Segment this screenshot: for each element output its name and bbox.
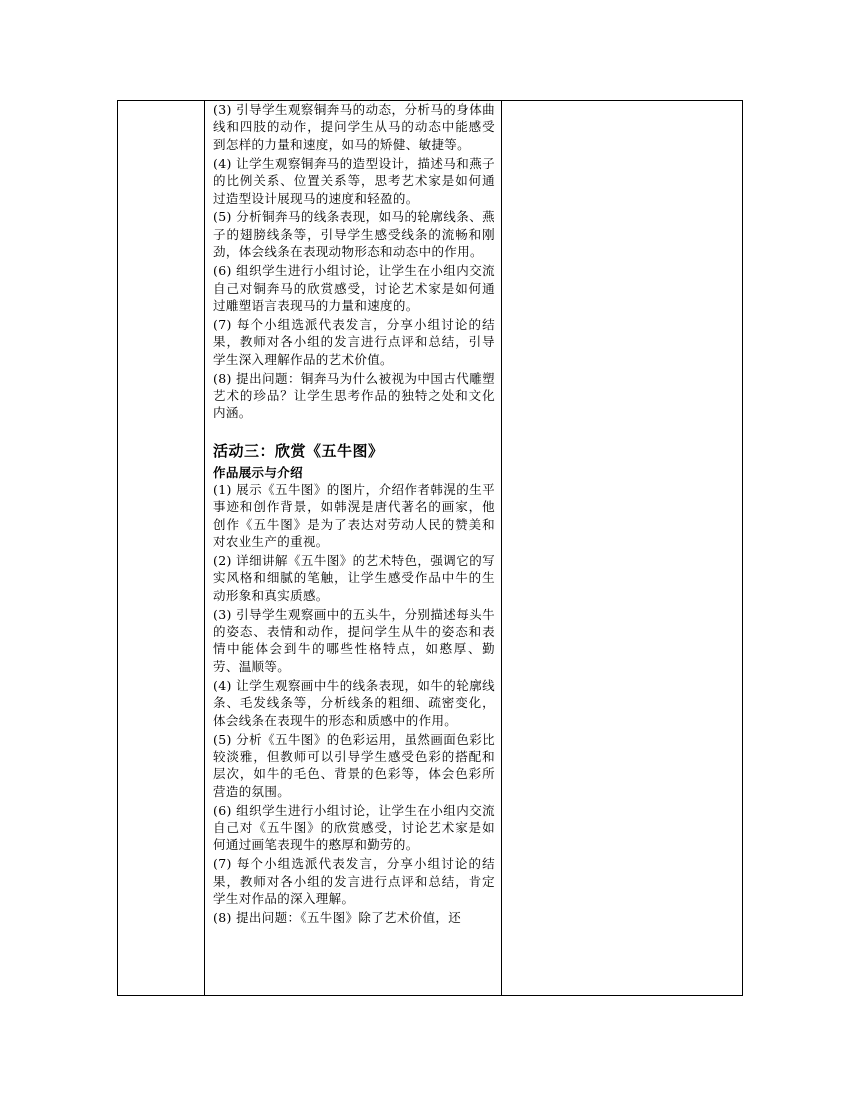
- left-column-cell: [118, 101, 205, 996]
- list-item: (5) 分析铜奔马的线条表现，如马的轮廓线条、燕子的翅膀线条等，引导学生感受线条的流畅和刚劲，体会线条在表现动物形态和动态中的作用。: [213, 209, 495, 260]
- table-row: [118, 101, 743, 996]
- list-item: (5) 分析《五牛图》的色彩运用，虽然画面色彩比较淡雅，但教师可以引导学生感受色彩的搭配和层次，如牛的毛色、背景的色彩等，体会色彩所营造的氛围。: [213, 731, 495, 799]
- list-item: (6) 组织学生进行小组讨论，让学生在小组内交流自己对《五牛图》的欣赏感受，讨论艺术家是如何通过画笔表现牛的憨厚和勤劳的。: [213, 802, 495, 853]
- list-item: (8) 提出问题：铜奔马为什么被视为中国古代雕塑艺术的珍品？让学生思考作品的独特之处和文化内涵。: [213, 370, 495, 421]
- list-item: (4) 让学生观察画中牛的线条表现，如牛的轮廓线条、毛发线条等，分析线条的粗细、疏密变化，体会线条在表现牛的形态和质感中的作用。: [213, 677, 495, 728]
- list-item: (4) 让学生观察铜奔马的造型设计，描述马和燕子的比例关系、位置关系等，思考艺术家是如何通过造型设计展现马的速度和轻盈的。: [213, 155, 495, 206]
- list-item: (7) 每个小组选派代表发言，分享小组讨论的结果，教师对各小组的发言进行点评和总结，肯定学生对作品的深入理解。: [213, 856, 495, 907]
- list-item: (1) 展示《五牛图》的图片，介绍作者韩滉的生平事迹和创作背景，如韩滉是唐代著名的画家，他创作《五牛图》是为了表达对劳动人民的赞美和对农业生产的重视。: [213, 481, 495, 550]
- list-item: (6) 组织学生进行小组讨论，让学生在小组内交流自己对铜奔马的欣赏感受，讨论艺术家是如何通过雕塑语言表现马的力量和速度的。: [213, 263, 495, 313]
- list-item: (2) 详细讲解《五牛图》的艺术特色，强调它的写实风格和细腻的笔触，让学生感受作品中牛的生动形象和真实质感。: [213, 552, 495, 603]
- lesson-plan-table: [117, 100, 743, 996]
- activity-heading: 活动三：欣赏《五牛图》: [213, 441, 384, 460]
- list-item: (3) 引导学生观察铜奔马的动态，分析马的身体曲线和四肢的动作，提问学生从马的动态中能感受到怎样的力量和速度，如马的矫健、敏捷等。: [213, 102, 495, 152]
- teaching-process-content: [205, 101, 501, 926]
- right-column-cell: [502, 101, 743, 996]
- content-column-cell: [205, 101, 502, 996]
- list-item: (8) 提出问题：《五牛图》除了艺术价值，还: [213, 910, 462, 926]
- list-item: (3) 引导学生观察画中的五头牛，分别描述每头牛的姿态、表情和动作，提问学生从牛的姿态和表情中能体会到牛的哪些性格特点，如憨厚、勤劳、温顺等。: [213, 606, 495, 674]
- activity-subheading: 作品展示与介绍: [213, 464, 303, 480]
- list-item: (7) 每个小组选派代表发言，分享小组讨论的结果，教师对各小组的发言进行点评和总结，引导学生深入理解作品的艺术价值。: [213, 316, 495, 367]
